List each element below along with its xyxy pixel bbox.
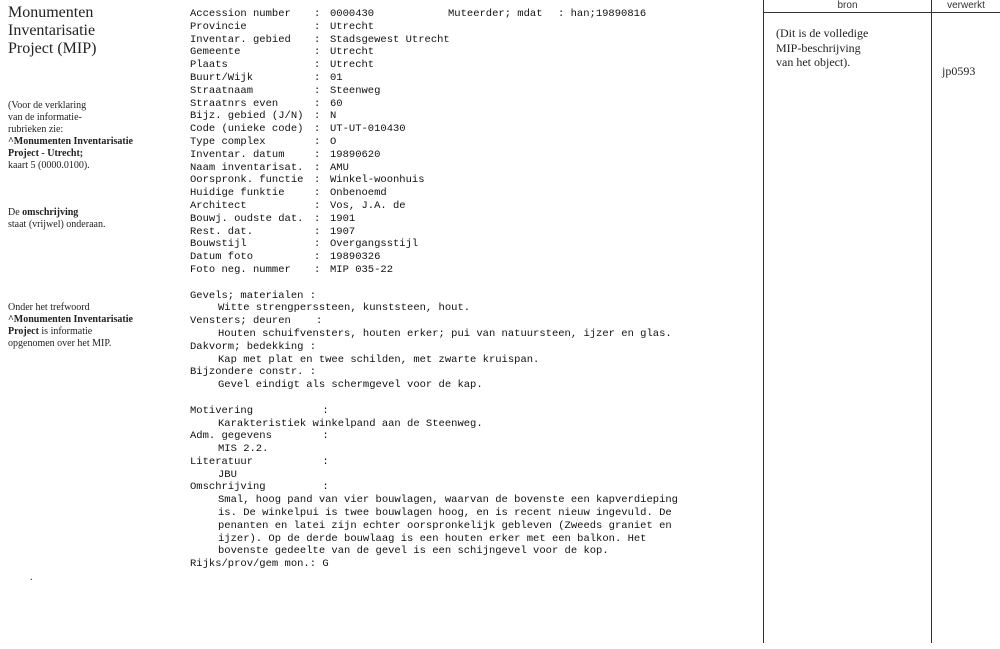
keyword-note <box>8 302 158 350</box>
field-value: 0000430 <box>330 8 375 20</box>
column-divider <box>931 0 932 643</box>
record-field-row <box>190 34 678 47</box>
field-value: Utrecht <box>330 59 375 72</box>
record-field-row <box>190 251 678 264</box>
field-label: Straatnrs even <box>190 97 279 110</box>
section-label: Omschrijving : <box>190 481 329 494</box>
field-label: Architect <box>190 199 247 212</box>
field-label: Datum foto <box>190 251 254 264</box>
field-label: Type complex <box>190 135 266 148</box>
section-label: Gevels; materialen : <box>190 289 317 302</box>
section-text: MIS 2.2. <box>218 443 269 456</box>
field-label: Accession number <box>190 8 291 20</box>
field-value: 19890326 <box>330 251 381 264</box>
field-label: Oorspronk. functie <box>190 174 304 187</box>
note-line: Onder het trefwoord <box>8 302 90 313</box>
field-separator: : <box>314 59 327 72</box>
header-rule <box>763 12 1000 13</box>
field-separator: : <box>314 97 327 110</box>
legend-note <box>8 100 158 172</box>
spacer <box>190 392 678 405</box>
field-separator: : <box>314 199 327 212</box>
section-text: Gevel eindigt als schermgevel voor de kap. <box>218 379 483 392</box>
note-line: staat (vrijwel) onderaan. <box>8 219 106 230</box>
record-field-row <box>190 200 678 213</box>
note-bold-line: ^Monumenten Inventarisatie <box>8 136 133 147</box>
document-title <box>8 4 96 58</box>
bron-line: MIP-beschrijving <box>776 40 861 55</box>
note-line: opgenomen over het MIP. <box>8 338 112 349</box>
note-line: (Voor de verklaring <box>8 100 87 111</box>
field-label: Huidige funktie <box>190 187 285 200</box>
field-separator: : <box>314 148 327 161</box>
section-label: Bijzondere constr. : <box>190 366 317 379</box>
field-value: Onbenoemd <box>330 187 387 200</box>
field-label: Bijz. gebied (J/N) <box>190 110 304 123</box>
monument-status: Rijks/prov/gem mon.: G <box>190 558 329 571</box>
field-value: O <box>330 135 337 148</box>
record-field-row <box>190 98 678 111</box>
field-value: AMU <box>330 161 349 174</box>
section-text: Houten schuifvensters, houten erker; pui van natuursteen, ijzer en glas. <box>218 327 672 340</box>
field-value: Utrecht <box>330 46 375 59</box>
bron-column-header: bron <box>837 0 858 11</box>
record-field-row <box>190 226 678 239</box>
record-field-row <box>190 238 678 251</box>
field-separator: : <box>314 174 327 187</box>
field-label: Inventar. gebied <box>190 33 291 46</box>
record-field-row <box>190 72 678 85</box>
field-value: Utrecht <box>330 20 375 33</box>
field-separator: : <box>314 238 327 251</box>
section-text: Smal, hoog pand van vier bouwlagen, waarvan de bovenste een kapverdieping <box>218 494 678 507</box>
field-separator: : <box>314 33 327 46</box>
section-text: JBU <box>218 468 237 481</box>
field-label: Bouwj. oudste dat. <box>190 212 304 225</box>
record-field-row <box>190 59 678 72</box>
section-text: ijzer). Op de derde bouwlaag is een houten erker met een balkon. Het <box>218 532 647 545</box>
field-label: Plaats <box>190 59 228 72</box>
field-separator: : <box>314 161 327 174</box>
field-label: Gemeente <box>190 46 241 59</box>
record-body <box>190 8 678 571</box>
section-text: bovenste gedeelte van de gevel is een schijngevel voor de kop. <box>218 545 609 558</box>
field-value: 60 <box>330 97 343 110</box>
verwerkt-cell: jp0593 <box>942 64 976 78</box>
field-separator: : <box>314 84 327 97</box>
record-field-row <box>190 21 678 34</box>
note-bold-line: Project - Utrecht; <box>8 148 84 159</box>
field-value: Steenweg <box>330 84 381 97</box>
mutator-value: han;19890816 <box>570 8 647 20</box>
field-label: Provincie <box>190 20 247 33</box>
section-label: Motivering : <box>190 404 329 417</box>
field-separator: : <box>314 251 327 264</box>
description-note <box>8 207 158 231</box>
record-header-row <box>190 8 678 21</box>
note-line: rubrieken zie: <box>8 124 64 135</box>
bron-line: (Dit is de volledige <box>776 26 869 40</box>
section-label: Dakvorm; bedekking : <box>190 340 317 353</box>
field-value: Overgangsstijl <box>330 238 419 251</box>
field-separator: : <box>314 20 327 33</box>
field-separator: : <box>558 8 571 20</box>
section-text: Kap met plat en twee schilden, met zwarte kruispan. <box>218 353 540 366</box>
section-label: Vensters; deuren : <box>190 315 323 328</box>
field-label: Bouwstijl <box>190 238 247 251</box>
field-label: Straatnaam <box>190 84 254 97</box>
note-bold: omschrijving <box>22 207 79 218</box>
title-line: Monumenten <box>8 4 94 21</box>
field-value: 19890620 <box>330 148 381 161</box>
field-value: 1901 <box>330 212 356 225</box>
field-value: Vos, J.A. de <box>330 199 406 212</box>
title-line: Project (MIP) <box>8 40 97 57</box>
field-label: Foto neg. nummer <box>190 263 291 276</box>
section-text: is. De winkelpui is twee bouwlagen hoog, en is recent nieuw ingevuld. De <box>218 507 672 520</box>
field-value: UT-UT-010430 <box>330 123 406 136</box>
record-field-row <box>190 162 678 175</box>
verwerkt-column-header: verwerkt <box>947 0 985 11</box>
spacer <box>190 277 678 290</box>
note-bold-line: ^Monumenten Inventarisatie <box>8 314 133 325</box>
field-separator: : <box>314 212 327 225</box>
field-label: Code (unieke code) <box>190 123 304 136</box>
field-separator: : <box>314 46 327 59</box>
record-field-row <box>190 85 678 98</box>
title-line: Inventarisatie <box>8 22 96 39</box>
record-field-row <box>190 136 678 149</box>
field-label: Buurt/Wijk <box>190 71 254 84</box>
record-field-row <box>190 264 678 277</box>
field-label: Rest. dat. <box>190 225 254 238</box>
record-field-row <box>190 110 678 123</box>
note-line: van de informatie- <box>8 112 82 123</box>
record-field-row <box>190 187 678 200</box>
note-bold: Project <box>8 326 39 337</box>
field-label: Naam inventarisat. <box>190 161 304 174</box>
field-value: 1907 <box>330 225 356 238</box>
field-value: 01 <box>330 71 343 84</box>
section-text: Karakteristiek winkelpand aan de Steenweg. <box>218 417 483 430</box>
note-text: is informatie <box>38 326 93 337</box>
field-separator: : <box>314 8 327 20</box>
field-value: N <box>330 110 337 123</box>
field-value: Winkel-woonhuis <box>330 174 425 187</box>
section-label: Adm. gegevens : <box>190 430 329 443</box>
field-value: Stadsgewest Utrecht <box>330 33 450 46</box>
field-label: Inventar. datum <box>190 148 285 161</box>
field-separator: : <box>314 225 327 238</box>
stray-mark: . <box>30 572 33 583</box>
bron-line: van het object). <box>776 55 851 69</box>
record-field-row <box>190 174 678 187</box>
field-separator: : <box>314 71 327 84</box>
section-text: penanten en latei zijn echter oorspronkelijk gebleven (Zweeds graniet en <box>218 519 672 532</box>
record-field-row <box>190 123 678 136</box>
record-field-row <box>190 213 678 226</box>
field-value: MIP 035-22 <box>330 263 394 276</box>
field-separator: : <box>314 135 327 148</box>
bron-cell <box>776 26 926 70</box>
mutator-label: Muteerder; mdat <box>448 8 543 20</box>
field-separator: : <box>314 123 327 136</box>
note-text: De <box>8 207 23 218</box>
record-field-row <box>190 46 678 59</box>
note-line: kaart 5 (0000.0100). <box>8 160 90 171</box>
field-separator: : <box>314 110 327 123</box>
record-field-row <box>190 149 678 162</box>
section-label: Literatuur : <box>190 455 329 468</box>
field-separator: : <box>314 263 327 276</box>
column-divider <box>763 0 764 643</box>
field-separator: : <box>314 187 327 200</box>
cross-reference-link[interactable] <box>8 136 158 160</box>
section-text: Witte strengperssteen, kunststeen, hout. <box>218 302 471 315</box>
keyword-link[interactable] <box>8 314 158 338</box>
